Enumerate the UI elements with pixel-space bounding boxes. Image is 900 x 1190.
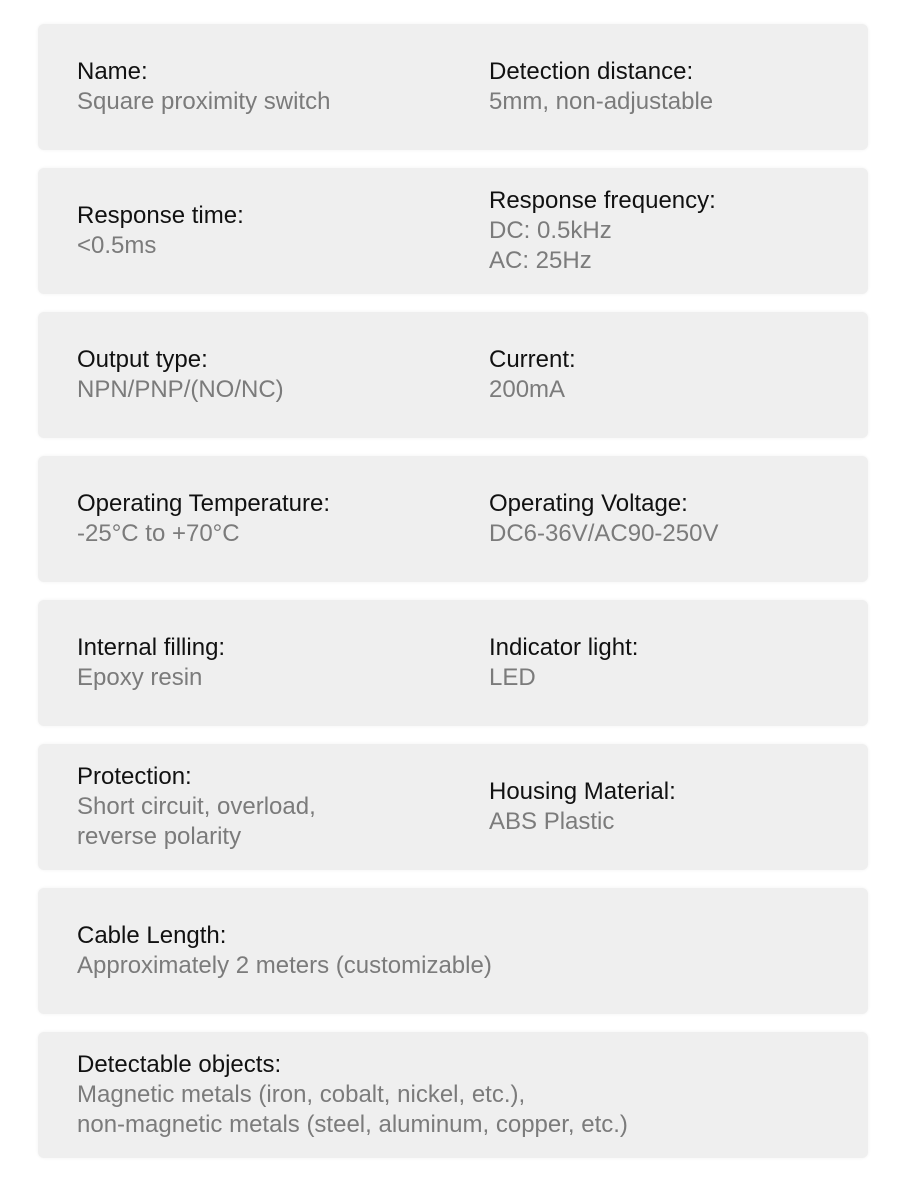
spec-label: Current:	[489, 346, 576, 373]
spec-value: -25°C to +70°C	[77, 520, 240, 547]
spec-label: Protection:	[77, 763, 192, 790]
spec-internal-filling	[77, 600, 477, 726]
spec-protection	[77, 744, 477, 870]
spec-housing-material	[489, 744, 859, 870]
spec-card-detectable-objects	[38, 1032, 868, 1158]
spec-label: Name:	[77, 58, 148, 85]
spec-value: 5mm, non-adjustable	[489, 88, 714, 115]
spec-card-response	[38, 168, 868, 294]
spec-value: Epoxy resin	[77, 664, 203, 691]
spec-detectable-objects	[77, 1032, 857, 1158]
spec-label: Detectable objects:	[77, 1051, 282, 1078]
spec-card-operating	[38, 456, 868, 582]
spec-value: Magnetic metals (iron, cobalt, nickel, etc.), non-magnetic metals (steel, aluminum, copper, etc.)	[77, 1081, 628, 1138]
spec-value: ABS Plastic	[489, 808, 615, 835]
spec-response-time	[77, 168, 477, 294]
spec-label: Cable Length:	[77, 922, 227, 949]
spec-value: NPN/PNP/(NO/NC)	[77, 376, 284, 403]
spec-current	[489, 312, 859, 438]
spec-card-protection-housing	[38, 744, 868, 870]
spec-card-filling-indicator	[38, 600, 868, 726]
spec-value: <0.5ms	[77, 232, 157, 259]
spec-output-type	[77, 312, 477, 438]
spec-cable-length	[77, 888, 857, 1014]
spec-label: Output type:	[77, 346, 208, 373]
spec-label: Internal filling:	[77, 634, 226, 661]
spec-value: DC: 0.5kHz AC: 25Hz	[489, 217, 612, 274]
spec-label: Operating Temperature:	[77, 490, 331, 517]
spec-label: Response time:	[77, 202, 244, 229]
spec-label: Housing Material:	[489, 778, 676, 805]
spec-label: Operating Voltage:	[489, 490, 688, 517]
spec-value: Square proximity switch	[77, 88, 331, 115]
spec-value: 200mA	[489, 376, 566, 403]
spec-card-output-current	[38, 312, 868, 438]
spec-detection-distance	[489, 24, 859, 150]
spec-value: Approximately 2 meters (customizable)	[77, 952, 492, 979]
spec-value: Short circuit, overload, reverse polarity	[77, 793, 316, 850]
spec-response-frequency	[489, 168, 859, 294]
spec-value: LED	[489, 664, 536, 691]
spec-label: Detection distance:	[489, 58, 694, 85]
spec-card-cable	[38, 888, 868, 1014]
spec-label: Response frequency:	[489, 187, 716, 214]
spec-operating-temperature	[77, 456, 477, 582]
spec-operating-voltage	[489, 456, 859, 582]
spec-indicator-light	[489, 600, 859, 726]
spec-card-name-detection	[38, 24, 868, 150]
spec-label: Indicator light:	[489, 634, 639, 661]
spec-name	[77, 24, 477, 150]
spec-value: DC6-36V/AC90-250V	[489, 520, 719, 547]
